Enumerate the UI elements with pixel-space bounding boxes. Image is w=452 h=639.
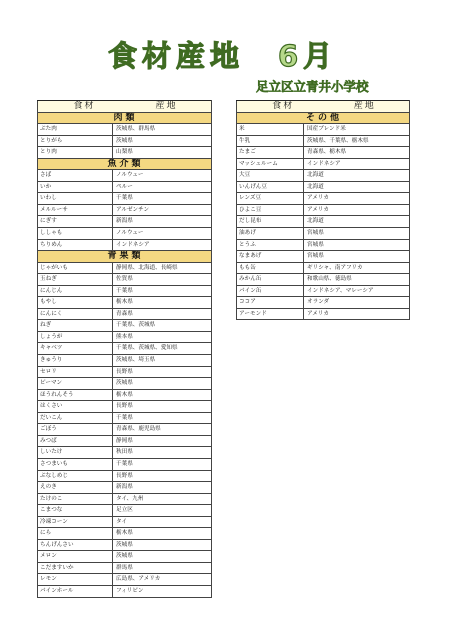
table-row: [38, 331, 212, 343]
ingredient-origin: 千葉県、茨城県: [113, 320, 212, 332]
ingredient-origin: 北海道: [304, 170, 410, 182]
table-row: [237, 181, 410, 193]
header-origin: 産地: [155, 101, 178, 111]
section-header: [38, 112, 212, 124]
section-header: [38, 158, 212, 170]
ingredient-name: たけのこ: [38, 493, 113, 505]
ingredient-origin: 千葉県: [113, 412, 212, 424]
table-row: [38, 389, 212, 401]
table-row: [38, 366, 212, 378]
table-row: [38, 228, 212, 240]
ingredient-origin: 千葉県、茨城県、愛知県: [113, 343, 212, 355]
table-row: [38, 193, 212, 205]
ingredient-origin: 山梨県: [113, 147, 212, 159]
left-ingredient-table: [37, 100, 212, 598]
ingredient-origin: 秋田県: [113, 447, 212, 459]
right-ingredient-table: [236, 100, 410, 320]
table-row: [38, 262, 212, 274]
table-row: [237, 147, 410, 159]
ingredient-name: ちんげんさい: [38, 539, 113, 551]
ingredient-name: なまあげ: [237, 251, 304, 263]
ingredient-name: 米: [237, 124, 304, 136]
ingredient-name: にんにく: [38, 308, 113, 320]
ingredient-origin: ノルウェー: [113, 170, 212, 182]
header-origin: 産地: [353, 101, 376, 111]
table-row: [38, 435, 212, 447]
table-row: [38, 458, 212, 470]
table-row: [237, 170, 410, 182]
table-row: [38, 170, 212, 182]
table-row: [237, 216, 410, 228]
table-row: [38, 285, 212, 297]
ingredient-name: もも缶: [237, 262, 304, 274]
table-row: [38, 378, 212, 390]
ingredient-name: パインホール: [38, 585, 113, 597]
table-row: [38, 181, 212, 193]
table-row: [38, 574, 212, 586]
section-title: その他: [237, 112, 410, 124]
ingredient-origin: ギリシャ、南アフリカ: [304, 262, 410, 274]
ingredient-name: メロン: [38, 551, 113, 563]
ingredient-name: とりがら: [38, 135, 113, 147]
ingredient-name: 油あげ: [237, 228, 304, 240]
table-row: [237, 158, 410, 170]
table-row: [38, 482, 212, 494]
ingredient-origin: 青森県、栃木県: [304, 147, 410, 159]
ingredient-origin: 千葉県: [113, 193, 212, 205]
ingredient-name: はくさい: [38, 401, 113, 413]
section-header: [237, 112, 410, 124]
ingredient-origin: 茨城県: [113, 135, 212, 147]
ingredient-name: さば: [38, 170, 113, 182]
ingredient-name: いわし: [38, 193, 113, 205]
ingredient-name: しょうが: [38, 331, 113, 343]
table-row: [38, 355, 212, 367]
table-row: [38, 204, 212, 216]
table-row: [237, 193, 410, 205]
ingredient-origin: 青森県: [113, 308, 212, 320]
header-cell: [237, 101, 410, 113]
ingredient-name: 玉ねぎ: [38, 274, 113, 286]
table-row: [38, 239, 212, 251]
header-cell: [38, 101, 212, 113]
ingredient-name: じゃがいも: [38, 262, 113, 274]
table-row: [38, 297, 212, 309]
ingredient-origin: 新潟県: [113, 216, 212, 228]
ingredient-origin: 宮城県: [304, 251, 410, 263]
ingredient-origin: 宮城県: [304, 239, 410, 251]
ingredient-origin: 長野県: [113, 470, 212, 482]
ingredient-origin: 静岡県、北海道、長崎県: [113, 262, 212, 274]
table-row: [38, 516, 212, 528]
ingredient-name: えのき: [38, 482, 113, 494]
table-row: [237, 204, 410, 216]
ingredient-origin: 国産ブレンド米: [304, 124, 410, 136]
table-row: [38, 528, 212, 540]
table-row: [38, 274, 212, 286]
ingredient-name: たまご: [237, 147, 304, 159]
ingredient-name: だし昆布: [237, 216, 304, 228]
left-table-body: [38, 101, 212, 598]
ingredient-origin: 長野県: [113, 366, 212, 378]
ingredient-origin: フィリピン: [113, 585, 212, 597]
table-row: [237, 262, 410, 274]
ingredient-name: 大豆: [237, 170, 304, 182]
ingredient-name: とうふ: [237, 239, 304, 251]
ingredient-origin: インドネシア: [113, 239, 212, 251]
header-ingredient: 食材: [272, 101, 295, 111]
ingredient-name: ししゃも: [38, 228, 113, 240]
section-title: 魚介類: [38, 158, 212, 170]
ingredient-name: にぎす: [38, 216, 113, 228]
table-row: [38, 539, 212, 551]
table-row: [38, 505, 212, 517]
table-row: [38, 551, 212, 563]
ingredient-name: マッシュルーム: [237, 158, 304, 170]
ingredient-name: こだますいか: [38, 562, 113, 574]
table-row: [237, 274, 410, 286]
section-title: 青果類: [38, 251, 212, 263]
table-row: [237, 239, 410, 251]
ingredient-origin: 茨城県: [113, 551, 212, 563]
table-row: [38, 424, 212, 436]
ingredient-name: アーモンド: [237, 308, 304, 320]
ingredient-origin: 熊本県: [113, 331, 212, 343]
ingredient-origin: アメリカ: [304, 308, 410, 320]
ingredient-origin: 茨城県: [113, 539, 212, 551]
header-ingredient: 食材: [73, 101, 96, 111]
ingredient-origin: 茨城県、群馬県: [113, 124, 212, 136]
ingredient-name: ちりめん: [38, 239, 113, 251]
ingredient-origin: アメリカ: [304, 193, 410, 205]
ingredient-name: いんげん豆: [237, 181, 304, 193]
table-row: [237, 135, 410, 147]
table-row: [38, 493, 212, 505]
ingredient-name: とり肉: [38, 147, 113, 159]
ingredient-name: メルルーサ: [38, 204, 113, 216]
ingredient-origin: 栃木県: [113, 297, 212, 309]
table-row: [237, 228, 410, 240]
ingredient-origin: オランダ: [304, 297, 410, 309]
ingredient-name: パイン缶: [237, 285, 304, 297]
ingredient-origin: タイ、九州: [113, 493, 212, 505]
ingredient-origin: タイ: [113, 516, 212, 528]
ingredient-origin: 茨城県、埼玉県: [113, 355, 212, 367]
ingredient-origin: インドネシア、マレーシア: [304, 285, 410, 297]
ingredient-origin: 長野県: [113, 401, 212, 413]
table-row: [237, 251, 410, 263]
school-name: 足立区立青井小学校: [256, 79, 369, 94]
ingredient-origin: 茨城県、千葉県、栃木県: [304, 135, 410, 147]
table-row: [237, 308, 410, 320]
ingredient-origin: 和歌山県、徳島県: [304, 274, 410, 286]
ingredient-origin: アメリカ: [304, 204, 410, 216]
ingredient-origin: 青森県、鹿児島県: [113, 424, 212, 436]
table-row: [38, 216, 212, 228]
ingredient-origin: 群馬県: [113, 562, 212, 574]
ingredient-origin: 北海道: [304, 216, 410, 228]
table-row: [38, 562, 212, 574]
ingredient-name: きゅうり: [38, 355, 113, 367]
table-row: [237, 285, 410, 297]
table-row: [38, 147, 212, 159]
ingredient-origin: 新潟県: [113, 482, 212, 494]
ingredient-name: にんじん: [38, 285, 113, 297]
ingredient-origin: 静岡県: [113, 435, 212, 447]
ingredient-name: こまつな: [38, 505, 113, 517]
ingredient-origin: 千葉県: [113, 285, 212, 297]
ingredient-name: 牛乳: [237, 135, 304, 147]
ingredient-origin: 佐賀県: [113, 274, 212, 286]
table-row: [38, 447, 212, 459]
ingredient-origin: インドネシア: [304, 158, 410, 170]
table-row: [38, 124, 212, 136]
ingredient-name: ピーマン: [38, 378, 113, 390]
table-row: [38, 470, 212, 482]
ingredient-name: ひよこ豆: [237, 204, 304, 216]
table-row: [38, 401, 212, 413]
ingredient-name: ぶた肉: [38, 124, 113, 136]
ingredient-name: 冷凍コーン: [38, 516, 113, 528]
section-header: [38, 251, 212, 263]
table-row: [237, 297, 410, 309]
ingredient-origin: 栃木県: [113, 528, 212, 540]
ingredient-name: レモン: [38, 574, 113, 586]
ingredient-name: ぶなしめじ: [38, 470, 113, 482]
ingredient-name: いか: [38, 181, 113, 193]
ingredient-origin: 広島県、アメリカ: [113, 574, 212, 586]
ingredient-origin: 千葉県: [113, 458, 212, 470]
ingredient-origin: アルゼンチン: [113, 204, 212, 216]
ingredient-origin: 茨城県: [113, 378, 212, 390]
ingredient-name: もやし: [38, 297, 113, 309]
right-table-body: [237, 101, 410, 320]
table-row: [38, 585, 212, 597]
table-row: [38, 320, 212, 332]
ingredient-origin: ペルー: [113, 181, 212, 193]
table-header: [38, 101, 212, 113]
ingredient-name: さつまいも: [38, 458, 113, 470]
ingredient-origin: 北海道: [304, 181, 410, 193]
ingredient-origin: 栃木県: [113, 389, 212, 401]
ingredient-name: キャベツ: [38, 343, 113, 355]
ingredient-name: しいたけ: [38, 447, 113, 459]
section-title: 肉類: [38, 112, 212, 124]
ingredient-name: みつば: [38, 435, 113, 447]
ingredient-origin: ノルウェー: [113, 228, 212, 240]
ingredient-name: ねぎ: [38, 320, 113, 332]
ingredient-name: ほうれんそう: [38, 389, 113, 401]
ingredient-name: みかん缶: [237, 274, 304, 286]
ingredient-name: にら: [38, 528, 113, 540]
table-row: [38, 343, 212, 355]
page-title: 食材産地 6月: [108, 39, 338, 73]
table-row: [237, 124, 410, 136]
table-row: [38, 412, 212, 424]
ingredient-origin: 宮城県: [304, 228, 410, 240]
table-row: [38, 308, 212, 320]
ingredient-origin: 足立区: [113, 505, 212, 517]
ingredient-name: セロリ: [38, 366, 113, 378]
ingredient-name: ココア: [237, 297, 304, 309]
ingredient-name: ごぼう: [38, 424, 113, 436]
table-header: [237, 101, 410, 113]
table-row: [38, 135, 212, 147]
ingredient-name: だいこん: [38, 412, 113, 424]
ingredient-name: レンズ豆: [237, 193, 304, 205]
